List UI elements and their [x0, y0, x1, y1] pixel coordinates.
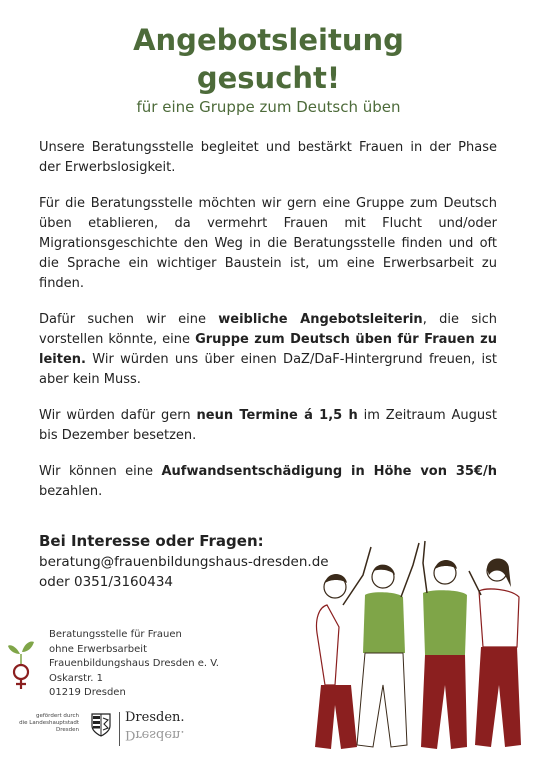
- text-run: Dafür suchen wir eine: [39, 312, 219, 327]
- city-logo-mirror: Dresden.: [125, 727, 185, 742]
- text-run: , die sich vorstellen könnte, eine: [39, 312, 497, 347]
- organization-address: [49, 628, 219, 701]
- contact-block: [39, 530, 329, 592]
- text-run: Wir würden dafür gern: [39, 408, 197, 423]
- contact-heading: Bei Interesse oder Fragen:: [39, 532, 264, 550]
- city-logo-text: Dresden.: [125, 710, 185, 725]
- venus-plant-logo-icon: [6, 636, 48, 692]
- logo-divider: [119, 712, 120, 746]
- funding-line: gefördert durch: [35, 713, 79, 719]
- text-run: Wir können eine: [39, 464, 162, 479]
- text-run: bezahlen.: [39, 484, 103, 499]
- highlight-dates: neun Termine á 1,5 h: [196, 408, 358, 423]
- org-line: ohne Erwerbsarbeit: [49, 643, 147, 655]
- city-crest-icon: [90, 712, 112, 738]
- title-line-1: Angebotsleitung: [133, 23, 404, 57]
- org-line: Beratungsstelle für Frauen: [49, 629, 182, 640]
- body-text: [39, 138, 497, 518]
- subtitle: für eine Gruppe zum Deutsch üben: [136, 98, 401, 116]
- dresden-city-logo: [125, 710, 185, 742]
- highlight-pay: Aufwandsentschädigung in Höhe von 35€/h: [161, 464, 497, 479]
- contact-email-link[interactable]: beratung@frauenbildungshaus-dresden.de: [39, 554, 329, 570]
- highlight-group: Gruppe zum Deutsch üben für Frauen zu leiten.: [39, 332, 497, 367]
- org-street: Oskarstr. 1: [49, 672, 103, 684]
- contact-phone: oder 0351/3160434: [39, 574, 174, 590]
- funding-line: die Landeshauptstadt: [19, 720, 79, 726]
- women-high-five-illustration: [305, 535, 530, 760]
- paragraph-purpose: Für die Beratungsstelle möchten wir gern eine Gruppe zum Deutsch üben etablieren, da vermehrt Frauen mit Flucht und/oder Migrationsgeschichte den Weg in die Beratungsstelle finden und oft die Sprache ein wichtiger Baustein ist, um eine Erwerbsarbeit zu finden.: [39, 196, 497, 291]
- paragraph-search: [39, 310, 497, 390]
- text-run: im Zeitraum August bis Dezember besetzen.: [39, 408, 498, 443]
- paragraph-intro: Unsere Beratungsstelle begleitet und bestärkt Frauen in der Phase der Erwerbslosigkeit.: [39, 140, 497, 175]
- text-run: Wir würden uns über einen DaZ/DaF-Hintergrund freuen, ist aber kein Muss.: [39, 352, 497, 387]
- title-line-2: gesucht!: [196, 61, 341, 95]
- funding-line: Dresden: [56, 727, 79, 733]
- org-city: 01219 Dresden: [49, 687, 126, 698]
- paragraph-dates: [39, 406, 497, 446]
- highlight-role: weibliche Angebotsleiterin: [218, 312, 423, 327]
- funding-note: [17, 713, 79, 734]
- paragraph-pay: [39, 462, 497, 502]
- org-name: Frauenbildungshaus Dresden e. V.: [49, 658, 219, 669]
